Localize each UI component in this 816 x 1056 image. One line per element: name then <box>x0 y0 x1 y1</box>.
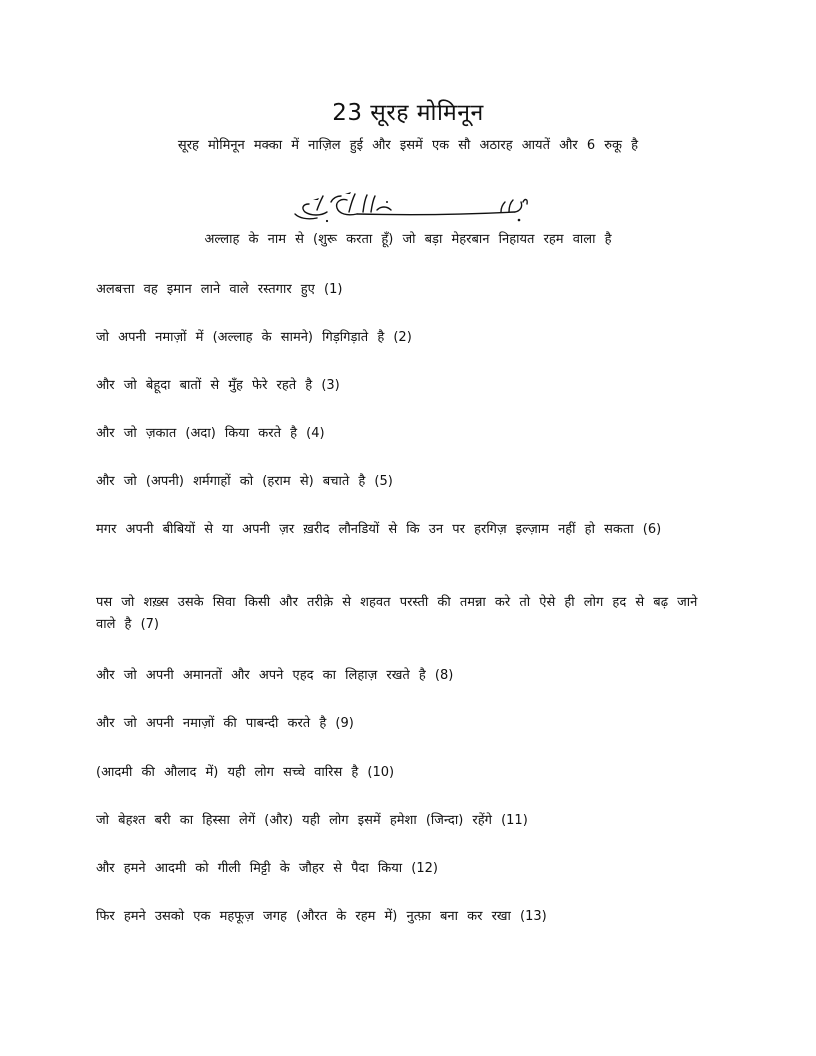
verse: और जो (अपनी) शर्मगाहों को (हराम से) बचाते है (5) <box>96 474 393 489</box>
verse: फिर हमने उसको एक महफूज़ जगह (औरत के रहम में) नुत्फ़ा बना कर रखा (13) <box>96 909 547 924</box>
verse: (आदमी की औलाद में) यही लोग सच्चे वारिस है (10) <box>96 765 395 780</box>
verse: और जो बेहूदा बातों से मुँह फेरे रहते है (3) <box>96 378 340 393</box>
verse: अलबत्ता वह इमान लाने वाले रस्तगार हुए (1) <box>96 282 343 297</box>
bismillah-calligraphy <box>287 190 531 226</box>
surah-subtitle: सूरह मोमिनून मक्का में नाज़िल हुई और इसमें एक सौ अठारह आयतें और 6 रुकू है <box>177 138 639 153</box>
verse: और हमने आदमी को गीली मिट्टी के जौहर से पैदा किया (12) <box>96 861 438 876</box>
verse: और जो ज़कात (अदा) किया करते है (4) <box>96 426 325 441</box>
verse: और जो अपनी अमानतों और अपने एहद का लिहाज़ रखते है (8) <box>96 668 454 683</box>
verse: और जो अपनी नमाज़ों की पाबन्दी करते है (9) <box>96 716 354 731</box>
verse: मगर अपनी बीबियों से या अपनी ज़र ख़रीद लौनडियों से कि उन पर हरगिज़ इल्ज़ाम नहीं हो सकता (6) <box>96 522 662 537</box>
surah-title: 23 सूरह मोमिनून <box>332 100 484 126</box>
verse: जो बेहश्त बरी का हिस्सा लेगें (और) यही लोग इसमें हमेशा (जिन्दा) रहेंगे (11) <box>96 813 528 828</box>
verse: जो अपनी नमाज़ों में (अल्लाह के सामने) गिड़गिड़ाते है (2) <box>96 330 412 345</box>
bismillah-translation: अल्लाह के नाम से (शुरू करता हूँ) जो बड़ा मेहरबान निहायत रहम वाला है <box>204 232 612 247</box>
verse: पस जो शख़्स उसके सिवा किसी और तरीके़ से शहवत परस्ती की तमन्ना करे तो ऐसे ही लोग हद से बढ़ जाने वाले है (7) <box>96 595 698 632</box>
